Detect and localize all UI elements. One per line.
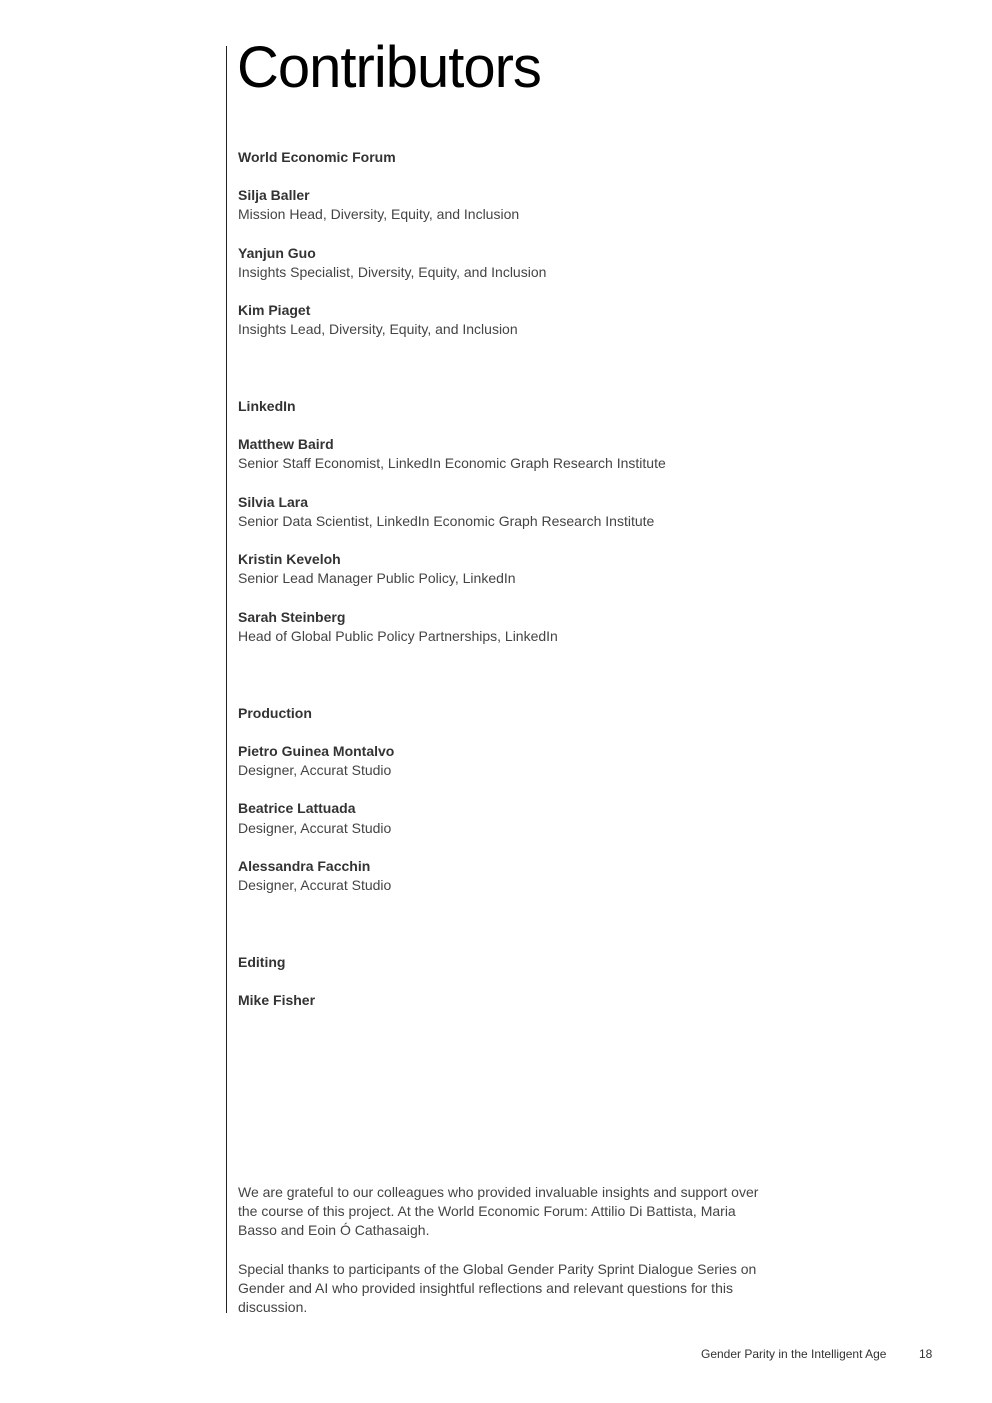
contributor-role: Senior Data Scientist, LinkedIn Economic Graph Research Institute [238, 513, 655, 529]
contributor-name: Matthew Baird [238, 436, 334, 452]
contributor-name: Kim Piaget [238, 302, 311, 318]
section-heading-wef: World Economic Forum [238, 149, 396, 165]
footer-page-number: 18 [919, 1347, 933, 1361]
contributor-name: Pietro Guinea Montalvo [238, 743, 395, 759]
contributor-role: Insights Specialist, Diversity, Equity, and Inclusion [238, 264, 547, 280]
contributor-name: Silja Baller [238, 187, 310, 203]
contributor-name: Sarah Steinberg [238, 609, 346, 625]
section-heading-production: Production [238, 705, 312, 721]
contributor-name: Mike Fisher [238, 992, 316, 1008]
contributor-role: Mission Head, Diversity, Equity, and Inclusion [238, 206, 520, 222]
contributor-name: Kristin Keveloh [238, 551, 341, 567]
acknowledgement-paragraph: Special thanks to participants of the Global Gender Parity Sprint Dialogue Series on Gender and AI who provided insightful reflections and relevant questions for this discussion. [238, 1261, 757, 1315]
contributor-role: Insights Lead, Diversity, Equity, and Inclusion [238, 321, 518, 337]
contributor-role: Senior Staff Economist, LinkedIn Economic Graph Research Institute [238, 455, 666, 471]
vertical-rule [226, 46, 227, 1313]
contributor-name: Silvia Lara [238, 494, 309, 510]
contributor-role: Designer, Accurat Studio [238, 877, 392, 893]
contributor-role: Designer, Accurat Studio [238, 762, 392, 778]
acknowledgement-paragraph: We are grateful to our colleagues who provided invaluable insights and support over the course of this project. At the World Economic Forum: Attilio Di Battista, Maria Basso and Eoin Ó Cathasaigh. [238, 1184, 759, 1238]
contributor-name: Beatrice Lattuada [238, 800, 356, 816]
contributor-role: Designer, Accurat Studio [238, 820, 392, 836]
contributor-name: Yanjun Guo [238, 245, 316, 261]
contributor-role: Senior Lead Manager Public Policy, LinkedIn [238, 570, 516, 586]
section-heading-editing: Editing [238, 954, 286, 970]
contributor-name: Alessandra Facchin [238, 858, 371, 874]
footer-report-title: Gender Parity in the Intelligent Age [701, 1347, 887, 1361]
section-heading-linkedin: LinkedIn [238, 398, 296, 414]
contributor-role: Head of Global Public Policy Partnerships, LinkedIn [238, 628, 558, 644]
page-title: Contributors [237, 35, 541, 100]
